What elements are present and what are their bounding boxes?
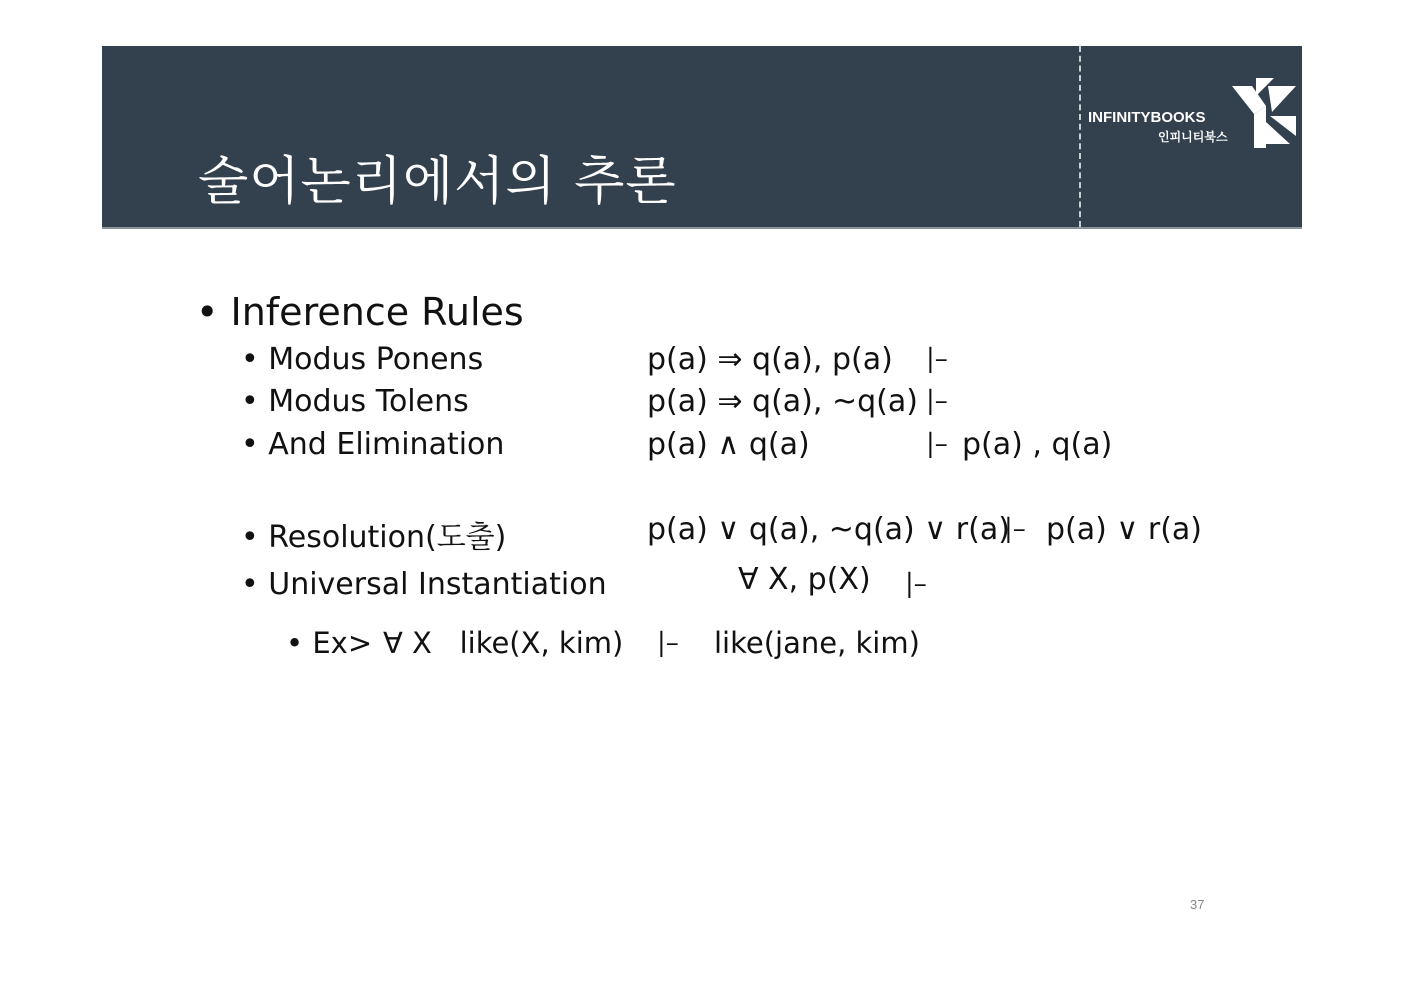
rule-conclusion: p(a) , q(a) xyxy=(962,427,1113,462)
rule-name: Resolution(도출) xyxy=(268,520,507,555)
rule-premise: p(a) ⇒ q(a), ~q(a) xyxy=(647,384,918,419)
rule-name: And Elimination xyxy=(268,427,505,462)
example-prefix: Ex> xyxy=(312,626,373,660)
rule-name: Modus Tolens xyxy=(268,384,469,419)
page-number: 37 xyxy=(1190,897,1205,912)
bullet: • xyxy=(286,626,304,660)
turnstile-symbol: |– xyxy=(657,628,679,658)
rule-item xyxy=(241,567,607,602)
rule-name: Universal Instantiation xyxy=(268,567,607,602)
rule-premise: p(a) ∧ q(a) xyxy=(647,427,810,462)
rule-item xyxy=(241,342,483,377)
example-conclusion: like(jane, kim) xyxy=(714,626,920,660)
turnstile-symbol: |– xyxy=(1004,514,1026,544)
rule-name: Modus Ponens xyxy=(268,342,484,377)
bullet: • xyxy=(196,290,219,334)
bullet: • xyxy=(241,342,259,377)
rule-premise: ∀ X, p(X) xyxy=(738,562,871,597)
bullet: • xyxy=(241,567,259,602)
rule-item xyxy=(241,384,469,419)
logo-text-ko: 인피니티북스 xyxy=(1158,130,1228,144)
bullet: • xyxy=(241,427,259,462)
heading-text: Inference Rules xyxy=(230,290,524,334)
bullet: • xyxy=(241,520,259,555)
turnstile-symbol: |– xyxy=(905,569,927,599)
rule-conclusion: p(a) ∨ r(a) xyxy=(1046,512,1202,547)
rule-premise: p(a) ∨ q(a), ~q(a) ∨ r(a) xyxy=(647,512,1010,547)
turnstile-symbol: |– xyxy=(926,429,948,459)
logo-text-en: INFINITYBOOKS xyxy=(1088,109,1206,126)
rule-premise: p(a) ⇒ q(a), p(a) xyxy=(647,342,893,377)
example-premise: ∀ X like(X, kim) xyxy=(383,626,624,660)
example-item xyxy=(286,626,372,660)
bullet: • xyxy=(241,384,259,419)
slide-title: 술어논리에서의 추론 xyxy=(198,152,677,212)
turnstile-symbol: |– xyxy=(926,386,948,416)
rule-item xyxy=(241,427,504,462)
rule-item xyxy=(241,512,506,556)
heading-item xyxy=(196,290,524,334)
turnstile-symbol: |– xyxy=(926,344,948,374)
